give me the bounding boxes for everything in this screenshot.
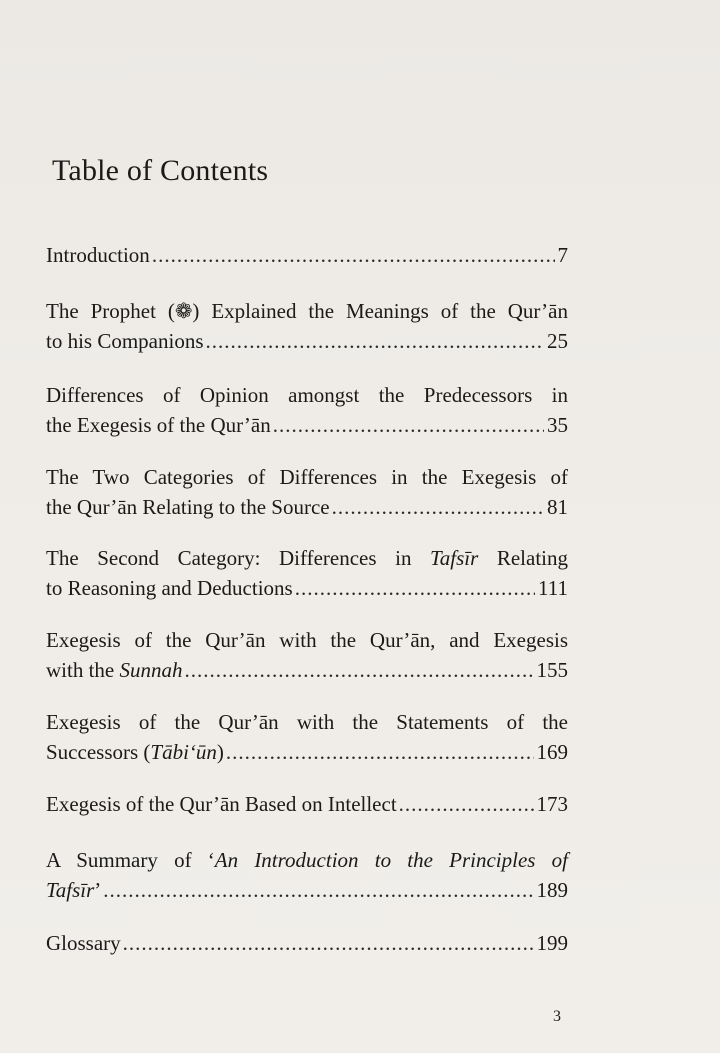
dot-leader: [152, 240, 555, 270]
dot-leader: [226, 737, 534, 767]
toc-page-number: 7: [557, 243, 568, 267]
toc-entry-title-line-1: Differences of Opinion amongst the Predecessors in: [46, 383, 568, 407]
toc-page-number: 155: [536, 658, 568, 682]
toc-page-number: 81: [547, 495, 568, 519]
toc-entry-title-line-2: to Reasoning and Deductions: [46, 576, 293, 600]
toc-entry-glossary: [46, 928, 568, 958]
toc-entry-title-line-1: The Two Categories of Differences in the Exegesis of: [46, 465, 568, 489]
toc-entry-second-category: [46, 543, 568, 603]
dot-leader: [185, 655, 534, 685]
toc-entry-title-line-1: Exegesis of the Qur’ān with the Statements of the: [46, 710, 568, 734]
toc-entry-title-line-1: The Second Category: Differences in Tafsīr Relating: [46, 546, 569, 570]
toc-entry-title-line-2: the Qur’ān Relating to the Source: [46, 495, 330, 519]
toc-entry-title-line-1: Exegesis of the Qur’ān with the Qur’ān, and Exegesis: [46, 628, 568, 652]
toc-page-number: 25: [547, 329, 568, 353]
toc-entry-title-line-2: to his Companions: [46, 329, 204, 353]
toc-entry-statements-of-successors: [46, 707, 568, 767]
dot-leader: [295, 573, 535, 603]
toc-entry-title-line-1: The Prophet (❁) Explained the Meanings of the Qur’ān: [46, 299, 568, 323]
toc-page-number: 173: [536, 792, 568, 816]
toc-entry-title-line-2: the Exegesis of the Qur’ān: [46, 413, 271, 437]
toc-entry-title-line-2: Tafsīr’: [46, 878, 102, 902]
toc-entry-based-on-intellect: [46, 789, 568, 819]
toc-entry-title: Glossary: [46, 931, 121, 955]
toc-entry-title-line-1: A Summary of ‘An Introduction to the Principles of: [46, 848, 568, 872]
page-title: Table of Contents: [52, 154, 269, 187]
dot-leader: [103, 875, 533, 905]
dot-leader: [206, 326, 544, 356]
toc-entry-two-categories: [46, 462, 568, 522]
toc-entry-title: Introduction: [46, 243, 150, 267]
toc-entry-title-line-2: with the Sunnah: [46, 658, 183, 682]
toc-page-number: 35: [547, 413, 568, 437]
folio-page-number: 3: [553, 1008, 561, 1025]
toc-page-number: 199: [536, 931, 568, 955]
toc-entry-differences-of-opinion: [46, 380, 568, 440]
toc-page-number: 189: [536, 878, 568, 902]
toc-entry-introduction: [46, 240, 568, 270]
toc-entry-quran-with-quran: [46, 625, 568, 685]
dot-leader: [273, 410, 544, 440]
toc-page-number: 169: [536, 740, 568, 764]
toc-entry-summary: [46, 845, 568, 905]
dot-leader: [399, 789, 534, 819]
dot-leader: [332, 492, 544, 522]
toc-entry-title: Exegesis of the Qur’ān Based on Intellect: [46, 792, 397, 816]
toc-page-number: 111: [538, 576, 568, 600]
dot-leader: [123, 928, 534, 958]
toc-entry-prophet-explained: [46, 296, 568, 356]
toc-entry-title-line-2: Successors (Tābi‘ūn): [46, 740, 224, 764]
